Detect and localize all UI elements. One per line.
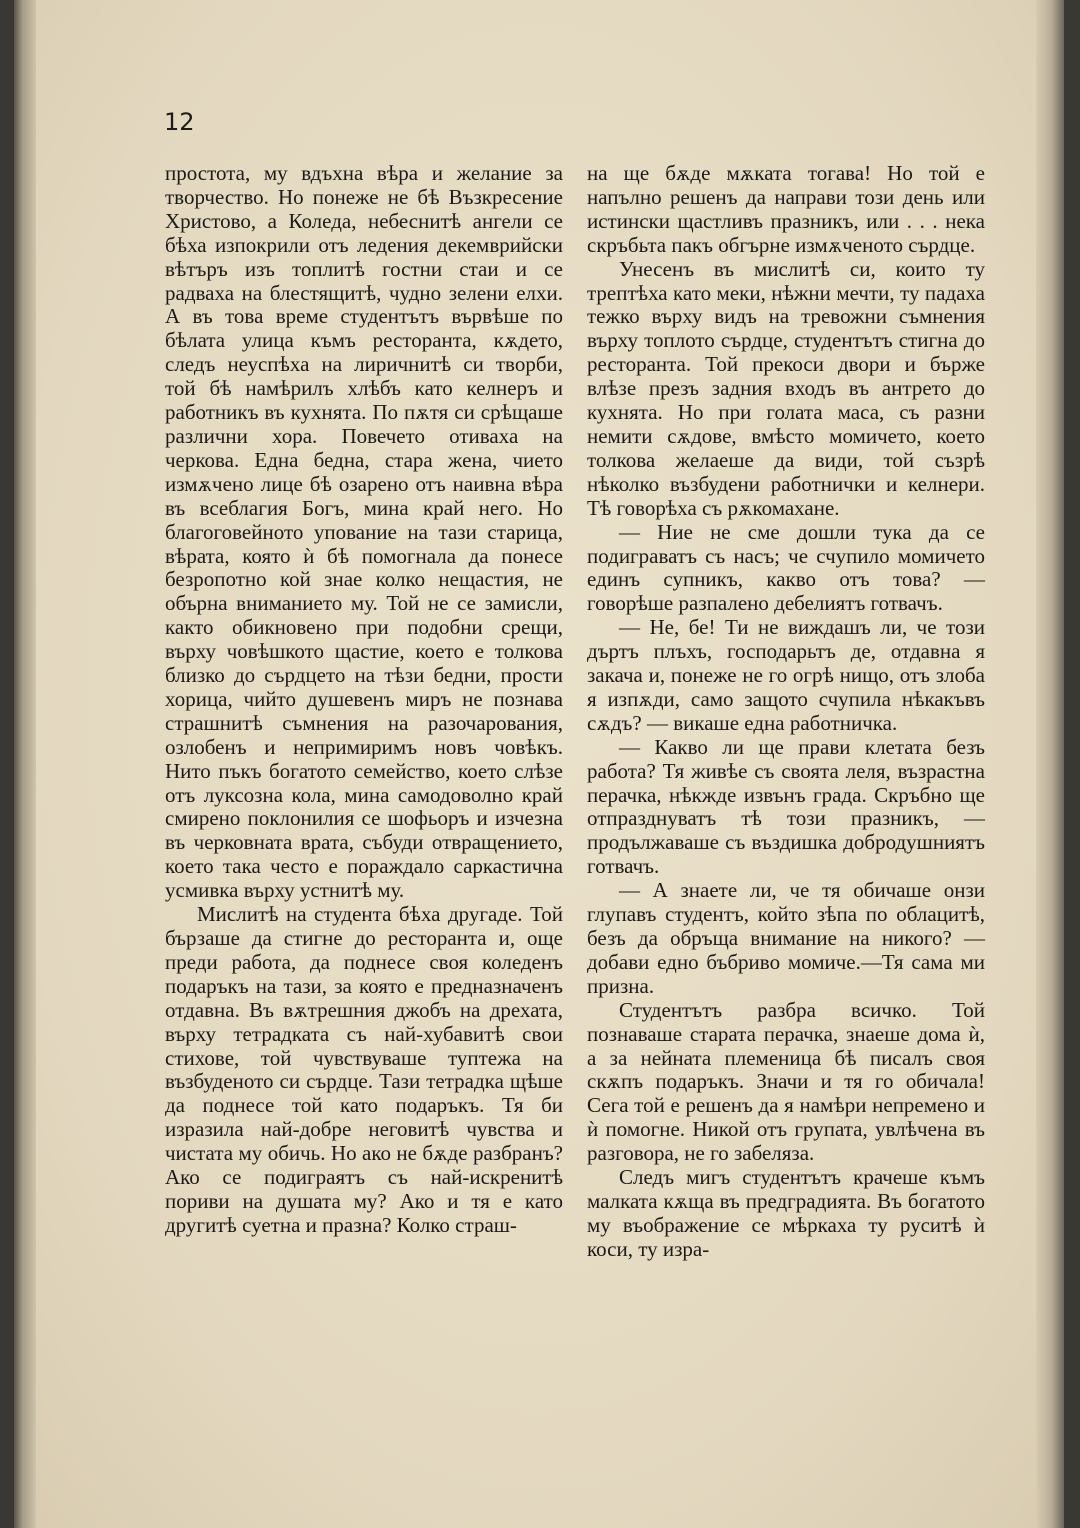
paragraph: — Не, бе! Ти не виждашъ ли, че този дъртъ плъхъ, господарьтъ де, отдавна я закача и, понеже не го огрѣ нищо, отъ злоба я изпѫди, само защото счупила нѣкакъвъ сѫдъ? — викаше една работничка. — [587, 615, 985, 735]
paragraph: Унесенъ въ мислитѣ си, които ту трептѣха като меки, нѣжни мечти, ту падаха тежко върху видъ на тревожни съмнения върху топлото сърдце, студентътъ стигна до ресторанта. Той прекоси двори и бърже влѣзе презъ задния входъ въ антрето до кухнята. Но при голата маса, съ разни немити сѫдове, вмѣсто момичето, което толкова желаеше да види, той съзрѣ нѣколко възбудени работнички и келнери. Тѣ говорѣха съ рѫкомахане. — [587, 256, 985, 520]
paragraph: простота, му вдъхна вѣра и желание за творчество. Но понеже не бѣ Възкресение Христово, а Коледа, небеснитѣ ангели се бѣха изпокрили отъ ледения декемврийски вѣтъръ изъ топлитѣ гостни стаи и се радваха на блестящитѣ, чудно зелени елхи. А въ това време студентътъ вървѣше по бѣлата улица къмъ ресторанта, кѫдето, следъ неуспѣха на лиричнитѣ си творби, той бѣ намѣрилъ хлѣбъ като келнеръ и работникъ въ кухнята. По пѫтя си срѣщаше различни хора. Повечето отиваха на черкова. Една бедна, стара жена, чието измѫчено лице бѣ озарено отъ наивна вѣра въ всеблагия Богъ, мина край него. Но благоговейното упование на тази старица, вѣрата, която ѝ бѣ помогнала да понесе безропотно кой знае колко нещастия, не обърна вниманието му. Той не се замисли, както обикновено при подобни срещи, върху човѣшкото щастие, което е толкова близко до сърдцето на тѣзи бедни, прости хорица, чийто душевенъ миръ не познава страшнитѣ съмнения на разочарования, озлобенъ и непримиримъ новъ човѣкъ. Нито пъкъ богатото семейство, което слѣзе отъ луксозна кола, мина самодоволно край смирено поклонилия се шофьоръ и изчезна въ черковната врата, събуди отвращението, което така често е пораждало саркастична усмивка върху устнитѣ му. — [165, 161, 563, 903]
book-page — [14, 0, 1064, 1528]
paragraph: — А знаете ли, че тя обичаше онзи глупавъ студентъ, който зѣпа по облацитѣ, безъ да обръща внимание на никого? — добави едно бъбриво момиче.—Тя сама ми призна. — [587, 878, 985, 998]
paragraph: на ще бѫде мѫката тогава! Но той е напълно решенъ да направи този день или истински щастливъ празникъ, или . . . нека скръбьта пакъ обгърне измѫченото сърдце. — [587, 161, 985, 257]
right-text-column — [587, 162, 985, 1262]
paragraph: Мислитѣ на студента бѣха другаде. Той бързаше да стигне до ресторанта и, още преди работа, да поднесе своя коледенъ подаръкъ на тази, за която е предназначенъ отдавна. Въ вѫтрешния джобъ на дрехата, върху тетрадката съ най-хубавитѣ свои стихове, той чувствуваше туптежа на възбуденото си сърдце. Тази тетрадка щѣше да поднесе той като подаръкъ. Тя би изразила най-добре неговитѣ чувства и чистата му обичь. Но ако не бѫде разбранъ? Ако се подиграятъ съ най-искренитѣ пориви на душата му? Ако и тя е като другитѣ суетна и празна? Колко страш- — [165, 902, 563, 1237]
page-edge-shadow — [1036, 0, 1064, 1528]
paragraph: — Ние не сме дошли тука да се подиграватъ съ насъ; че счупило момичето единъ супникъ, какво отъ това? — говорѣше разпалено дебелиятъ готвачъ. — [587, 519, 985, 616]
paragraph: — Какво ли ще прави клетата безъ работа? Тя живѣе съ своята леля, възрастна перачка, нѣкжде извънъ града. Скръбно ще отпразднуватъ тѣ този празникъ, — продължаваше съ въздишка добродушниятъ готвачъ. — [587, 734, 985, 879]
page-number: 12 — [164, 108, 195, 136]
left-text-column — [165, 162, 563, 1238]
paragraph: Следъ мигъ студентътъ крачеше къмъ малката кѫща въ предградията. Въ богатото му въображение се мѣркаха ту руситѣ ѝ коси, ту изра- — [587, 1165, 985, 1261]
paragraph: Студентътъ разбра всичко. Той познаваше старата перачка, знаеше дома ѝ, а за нейната племеница бѣ писалъ своя скѫпъ подаръкъ. Значи и тя го обичала! Сега той е решенъ да я намѣри непремено и ѝ помогне. Никой отъ групата, увлѣчена въ разговора, не го забеляза. — [587, 997, 985, 1166]
page-binding-shadow — [14, 0, 36, 1528]
